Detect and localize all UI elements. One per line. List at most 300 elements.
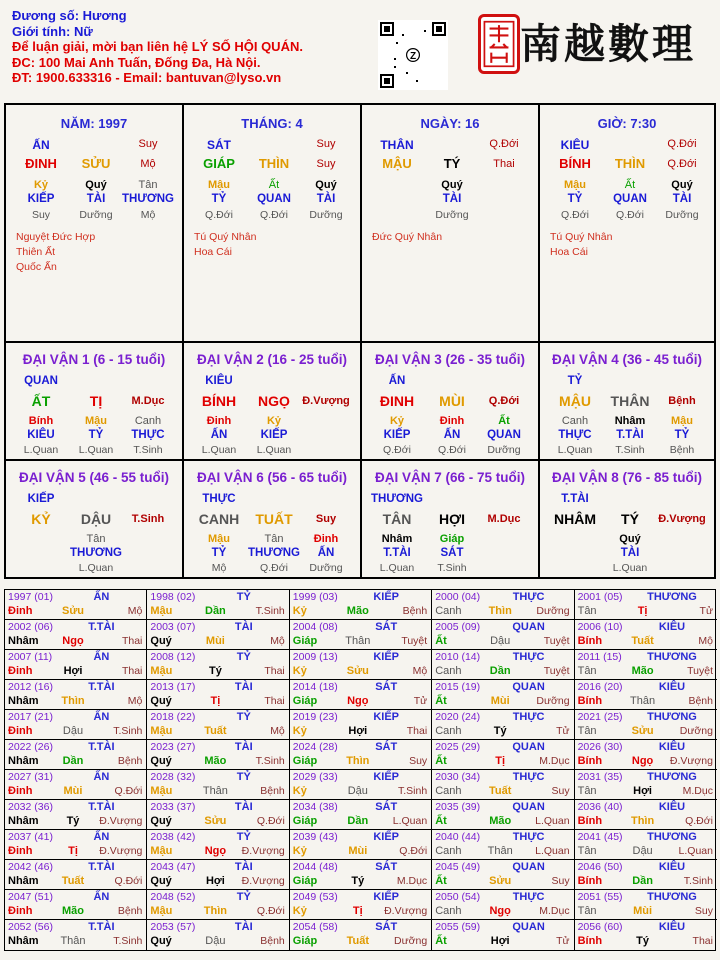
dai-van-chi: MÙI (439, 393, 465, 409)
year-cell (575, 710, 717, 740)
dai-van-can: ẤT (31, 393, 51, 409)
year-cell (575, 800, 717, 830)
year-god: KIÊU (658, 861, 686, 873)
dai-van-hidden-state: Mộ (211, 562, 227, 574)
dai-van-title: ĐẠI VẬN 4 (36 - 45 tuổi) (551, 352, 703, 367)
year-chi: Tý (493, 725, 507, 737)
pillar-cell (540, 105, 714, 343)
year-cell (290, 590, 432, 620)
pillar-hidden-state: Suy (31, 209, 51, 221)
year-label: 2056 (60) (577, 921, 623, 933)
year-state: Đ.Vượng (99, 845, 143, 857)
year-chi: Thân (60, 935, 86, 947)
year-god: ẤN (93, 771, 110, 783)
year-label: 2036 (40) (577, 801, 623, 813)
year-label: 2024 (28) (292, 741, 338, 753)
pillar-hidden-god: TÀI (442, 193, 462, 205)
year-can: Giáp (292, 935, 318, 947)
year-can: Ất (435, 755, 447, 767)
year-state: Mộ (412, 665, 428, 677)
year-cell (147, 740, 289, 770)
dai-van-cell (6, 343, 184, 461)
dai-van-hidden-stem: Canh (561, 415, 589, 427)
pillar-top-god: Suy (138, 138, 158, 150)
year-chi: Thìn (203, 905, 227, 917)
year-label: 2023 (27) (150, 741, 196, 753)
dai-van-god: QUAN (24, 375, 58, 387)
year-chi: Tị (495, 755, 506, 767)
dai-van-state: Suy (315, 513, 337, 525)
year-state: T.Sinh (113, 935, 143, 947)
year-chi: Dần (632, 875, 653, 887)
year-chi: Thìn (61, 695, 85, 707)
year-label: 2040 (44) (435, 831, 481, 843)
year-god: KIÊU (658, 801, 686, 813)
year-cell (575, 890, 717, 920)
pillar-state: Suy (316, 158, 336, 170)
dai-van-hidden-god: KIẾP (383, 429, 411, 441)
pillar-hidden-god: THƯƠNG (122, 193, 174, 205)
year-label: 2008 (12) (150, 651, 196, 663)
pillar-star: Hoa Cái (550, 246, 588, 258)
year-chi: Ngọ (489, 905, 511, 917)
year-label: 2007 (11) (8, 651, 53, 663)
year-label: 1998 (02) (150, 591, 196, 603)
year-chi: Hợi (490, 935, 510, 947)
year-label: 2053 (57) (150, 921, 196, 933)
year-cell (147, 710, 289, 740)
year-label: 2052 (56) (8, 921, 53, 933)
year-state: Tuyệt (543, 665, 570, 677)
year-chi: Dậu (62, 725, 84, 737)
year-cell (432, 770, 574, 800)
year-can: Quý (150, 635, 172, 647)
year-can: Đinh (8, 665, 33, 677)
year-chi: Mùi (205, 635, 225, 647)
year-label: 2027 (31) (8, 771, 53, 783)
year-can: Quý (150, 815, 172, 827)
year-cell (575, 740, 717, 770)
dai-van-hidden-god: THƯƠNG (70, 547, 122, 559)
pillar-state: Mộ (140, 158, 156, 170)
pillar-hidden-state: Dưỡng (79, 209, 113, 221)
year-god: ẤN (93, 591, 110, 603)
pillar-title: NGÀY: 16 (420, 116, 480, 131)
pillar-chi: THÌN (258, 156, 290, 171)
dai-van-state: M.Dục (131, 395, 165, 407)
dai-van-can: TÂN (382, 511, 412, 527)
year-god: TÀI (234, 801, 253, 813)
year-label: 2013 (17) (150, 681, 196, 693)
year-chi: Thân (202, 785, 228, 797)
year-label: 2017 (21) (8, 711, 53, 723)
pillar-hidden-god: TỶ (211, 193, 227, 205)
pillar-hidden-state: Dưỡng (435, 209, 469, 221)
year-state: Dưỡng (394, 935, 428, 947)
year-cell (575, 920, 717, 950)
year-cell (147, 830, 289, 860)
year-cell (575, 590, 717, 620)
year-cell (147, 860, 289, 890)
dai-van-hidden-god: SÁT (440, 547, 464, 559)
year-state: Bệnh (117, 905, 143, 917)
pillar-hidden-stem: Kỷ (33, 179, 49, 191)
year-god: T.TÀI (88, 921, 115, 933)
year-chi: Hợi (205, 875, 225, 887)
year-chi: Dần (205, 605, 226, 617)
year-can: Ất (435, 815, 447, 827)
year-god: TÀI (234, 741, 253, 753)
year-label: 2014 (18) (292, 681, 338, 693)
dai-van-hidden-god: ẤN (443, 429, 461, 441)
year-god: T.TÀI (88, 741, 115, 753)
year-cell (575, 650, 717, 680)
year-can: Đinh (8, 605, 33, 617)
year-can: Đinh (8, 725, 33, 737)
year-chi: Thìn (346, 755, 370, 767)
year-label: 2031 (35) (577, 771, 623, 783)
year-can: Mậu (150, 905, 173, 917)
dai-van-chi: TÝ (621, 511, 639, 527)
year-can: Kỷ (292, 605, 307, 617)
dai-van-hidden-god: TỶ (674, 429, 690, 441)
year-label: 1999 (03) (292, 591, 338, 603)
year-chi: Tị (68, 845, 78, 857)
dai-van-chi: TỊ (89, 393, 103, 409)
dai-van-god: T.TÀI (561, 493, 589, 505)
year-label: 2037 (41) (8, 831, 53, 843)
year-label: 2049 (53) (292, 891, 338, 903)
year-can: Đinh (8, 905, 33, 917)
year-god: QUAN (512, 621, 545, 633)
year-cell (432, 800, 574, 830)
year-god: ẤN (93, 891, 110, 903)
year-can: Tân (577, 785, 597, 797)
year-cell (290, 770, 432, 800)
year-state: M.Dục (682, 785, 713, 797)
dai-van-hidden-stem: Ất (498, 415, 510, 427)
year-label: 2048 (52) (150, 891, 196, 903)
year-cell (5, 920, 147, 950)
year-cell (147, 920, 289, 950)
year-label: 2032 (36) (8, 801, 53, 813)
dai-van-cell (184, 343, 362, 461)
year-cell (290, 860, 432, 890)
year-cell (5, 770, 147, 800)
year-chi: Mão (346, 605, 369, 617)
year-cell (147, 650, 289, 680)
year-chi: Hợi (633, 785, 652, 797)
year-label: 2043 (47) (150, 861, 196, 873)
year-label: 2033 (37) (150, 801, 196, 813)
year-god: KIÊU (658, 621, 686, 633)
phone-email-line: ĐT: 1900.633316 - Email: bantuvan@lyso.vn (12, 70, 282, 85)
dai-van-title: ĐẠI VẬN 6 (56 - 65 tuổi) (196, 470, 348, 485)
year-state: Tuyệt (401, 635, 428, 647)
year-cell (147, 680, 289, 710)
pillar-cell (184, 105, 362, 343)
year-can: Kỷ (292, 665, 307, 677)
dai-van-title: ĐẠI VẬN 7 (66 - 75 tuổi) (374, 470, 526, 485)
year-god: KIẾP (373, 711, 400, 723)
dai-van-title: ĐẠI VẬN 1 (6 - 15 tuổi) (22, 352, 166, 367)
year-god: SÁT (375, 921, 398, 933)
dai-van-hidden-stem: Giáp (439, 533, 465, 545)
year-chi: Dậu (347, 785, 368, 797)
year-state: T.Sinh (255, 605, 285, 617)
pillar-top-god: ẤN (32, 138, 50, 152)
dai-van-state: M.Dục (487, 513, 521, 525)
year-state: Q.Đới (399, 845, 428, 857)
year-god: TỶ (236, 711, 251, 723)
year-chi: Thân (345, 635, 371, 647)
year-cell (575, 830, 717, 860)
pillar-hidden-god: TỶ (567, 193, 583, 205)
year-god: ẤN (93, 831, 110, 843)
year-cell (147, 590, 289, 620)
year-state: Mộ (698, 635, 713, 647)
year-label: 2011 (15) (577, 651, 622, 663)
year-chi: Tý (208, 665, 222, 677)
dai-van-hidden-god: ẤN (317, 547, 335, 559)
year-chi: Tuất (346, 935, 369, 947)
pillar-hidden-god: KIẾP (27, 193, 55, 205)
year-chi: Dậu (632, 845, 653, 857)
dai-van-hidden-stem: Tân (86, 533, 106, 545)
pillar-hidden-state: Q.Đới (616, 209, 644, 221)
pillar-top-god: Q.Đới (489, 138, 519, 150)
year-chi: Tý (66, 815, 80, 827)
year-label: 2009 (13) (292, 651, 338, 663)
year-can: Canh (435, 605, 462, 617)
year-god: SÁT (375, 861, 398, 873)
year-state: Thai (121, 635, 143, 647)
pillar-top-god: SÁT (207, 138, 231, 152)
dai-van-god: THƯƠNG (371, 493, 423, 505)
pillar-hidden-stem: Quý (315, 179, 337, 191)
year-table (4, 589, 716, 951)
year-cell (5, 800, 147, 830)
year-state: L.Quan (392, 815, 428, 827)
year-state: Tử (413, 695, 428, 707)
year-god: TỶ (236, 651, 251, 663)
year-state: Mộ (270, 635, 285, 647)
pillar-can: GIÁP (203, 156, 235, 171)
year-label: 2028 (32) (150, 771, 196, 783)
year-can: Bính (577, 755, 603, 767)
pillar-hidden-god: TÀI (86, 193, 106, 205)
pillar-can: ĐINH (25, 156, 57, 171)
pillar-can: BÍNH (559, 156, 591, 171)
year-can: Nhâm (8, 815, 39, 827)
year-can: Nhâm (8, 875, 39, 887)
year-state: Tử (556, 725, 570, 737)
dai-van-hidden-state: L.Quan (78, 562, 114, 574)
dai-van-hidden-state: Bệnh (669, 444, 695, 456)
year-label: 2038 (42) (150, 831, 196, 843)
pillar-state: Thai (493, 158, 515, 170)
dai-van-hidden-state: L.Quan (557, 444, 593, 456)
year-state: Q.Đới (685, 815, 713, 827)
year-god: T.TÀI (88, 801, 115, 813)
dai-van-state: Q.Đới (488, 395, 520, 407)
pillar-hidden-stem: Ất (268, 179, 280, 191)
year-chi: Tuất (488, 785, 512, 797)
year-label: 2010 (14) (435, 651, 481, 663)
year-chi: Sửu (631, 725, 654, 737)
year-can: Canh (435, 725, 462, 737)
year-label: 2039 (43) (292, 831, 338, 843)
dai-van-hidden-stem: Đinh (206, 415, 232, 427)
dai-van-can: MẬU (559, 393, 591, 409)
dai-van-hidden-stem: Nhâm (381, 533, 413, 545)
dai-van-god: KIẾP (27, 493, 55, 505)
dai-van-title: ĐẠI VẬN 8 (76 - 85 tuổi) (551, 470, 703, 485)
dai-van-chi: THÂN (610, 393, 650, 409)
dai-van-hidden-god: KIẾP (260, 429, 288, 441)
year-can: Ất (435, 695, 447, 707)
year-state: Suy (551, 875, 570, 887)
year-state: T.Sinh (683, 875, 713, 887)
year-can: Quý (150, 695, 172, 707)
year-cell (5, 740, 147, 770)
chart-grid (4, 103, 716, 579)
dai-van-hidden-stem: Mậu (85, 415, 107, 427)
pillar-hidden-state: Dưỡng (665, 209, 699, 221)
year-god: TÀI (234, 861, 253, 873)
year-state: Thai (264, 665, 285, 677)
year-can: Đinh (8, 785, 33, 797)
svg-text:Z: Z (409, 50, 417, 62)
year-state: Dưỡng (536, 695, 570, 707)
year-can: Bính (577, 815, 603, 827)
year-cell (290, 920, 432, 950)
year-state: Đ.Vượng (241, 845, 285, 857)
year-god: QUAN (512, 801, 545, 813)
year-chi: Mão (62, 905, 84, 917)
pillar-title: THÁNG: 4 (241, 116, 303, 131)
pillar-title: NĂM: 1997 (60, 116, 128, 131)
year-chi: Sửu (489, 875, 512, 887)
year-can: Tân (577, 665, 597, 677)
year-chi: Tuất (61, 875, 85, 887)
year-can: Quý (150, 875, 172, 887)
pillar-star: Tú Quý Nhân (550, 231, 613, 243)
dai-van-hidden-state: L.Quan (23, 444, 59, 456)
pillar-title: GIỜ: 7:30 (597, 116, 657, 131)
dai-van-cell (6, 461, 184, 577)
year-label: 2047 (51) (8, 891, 53, 903)
year-label: 2030 (34) (435, 771, 481, 783)
year-state: Q.Đới (114, 875, 143, 887)
year-cell (290, 740, 432, 770)
dai-van-can: NHÂM (554, 511, 596, 527)
year-god: THƯƠNG (647, 591, 697, 603)
year-chi: Thìn (488, 605, 512, 617)
dai-van-state: Đ.Vượng (658, 513, 706, 525)
year-state: Thai (692, 935, 713, 947)
year-can: Kỷ (292, 785, 307, 797)
pillar-top-god: Q.Đới (667, 138, 697, 150)
year-chi: Tị (352, 905, 363, 917)
year-cell (5, 590, 147, 620)
year-can: Quý (150, 935, 172, 947)
year-god: TÀI (234, 621, 253, 633)
year-god: QUAN (512, 681, 545, 693)
dai-van-can: KỶ (31, 511, 51, 527)
year-chi: Dần (62, 755, 84, 767)
year-chi: Tý (636, 935, 650, 947)
dai-van-hidden-state: Dưỡng (487, 444, 521, 456)
qr-code-icon (378, 20, 448, 90)
dai-van-state: T.Sinh (131, 513, 165, 525)
year-cell (5, 680, 147, 710)
pillar-chi: TÝ (443, 156, 461, 171)
year-can: Bính (577, 695, 603, 707)
dai-van-can: CANH (198, 511, 240, 527)
pillar-hidden-state: Mộ (140, 209, 156, 221)
year-chi: Tị (637, 605, 648, 617)
year-state: M.Dục (396, 875, 428, 887)
year-chi: Thìn (630, 815, 655, 827)
dai-van-hidden-god: T.TÀI (616, 429, 644, 441)
year-label: 2034 (38) (292, 801, 338, 813)
year-label: 2029 (33) (292, 771, 338, 783)
dai-van-god: TỶ (567, 375, 583, 387)
year-god: T.TÀI (88, 681, 115, 693)
year-can: Ất (435, 875, 447, 887)
year-chi: Mùi (490, 695, 510, 707)
year-chi: Tị (210, 695, 221, 707)
year-state: Mộ (270, 725, 285, 737)
year-state: Thai (264, 695, 285, 707)
year-state: L.Quan (678, 845, 713, 857)
year-state: Tuyệt (543, 635, 570, 647)
dai-van-title: ĐẠI VẬN 5 (46 - 55 tuổi) (18, 470, 170, 485)
contact-line: Để luận giải, mời bạn liên hệ LÝ SỐ HỘI QUÁN. (12, 39, 303, 54)
pillar-top-god: THÂN (380, 138, 414, 152)
year-god: QUAN (512, 861, 545, 873)
pillar-chi: SỬU (81, 156, 111, 171)
year-cell (575, 620, 717, 650)
year-state: Thai (121, 665, 143, 677)
year-god: TÀI (234, 921, 253, 933)
year-can: Canh (435, 785, 462, 797)
pillar-state: Q.Đới (667, 158, 697, 170)
year-god: KIÊU (658, 921, 686, 933)
year-cell (147, 620, 289, 650)
year-chi: Hợi (348, 725, 368, 737)
year-state: Tuyệt (687, 665, 713, 677)
dai-van-hidden-stem: Kỷ (389, 415, 405, 427)
year-god: SÁT (375, 741, 398, 753)
year-can: Mậu (150, 785, 173, 797)
dai-van-cell (540, 461, 714, 577)
year-state: Đ.Vượng (241, 875, 285, 887)
year-chi: Sửu (204, 815, 227, 827)
year-can: Bính (577, 635, 603, 647)
year-label: 2025 (29) (435, 741, 481, 753)
year-god: THỰC (512, 831, 545, 843)
dai-van-hidden-stem: Canh (134, 415, 162, 427)
dai-van-cell (540, 343, 714, 461)
year-can: Tân (577, 905, 597, 917)
year-label: 2018 (22) (150, 711, 196, 723)
year-cell (5, 890, 147, 920)
year-label: 2019 (23) (292, 711, 338, 723)
year-can: Bính (577, 875, 603, 887)
year-chi: Ngọ (347, 695, 369, 707)
